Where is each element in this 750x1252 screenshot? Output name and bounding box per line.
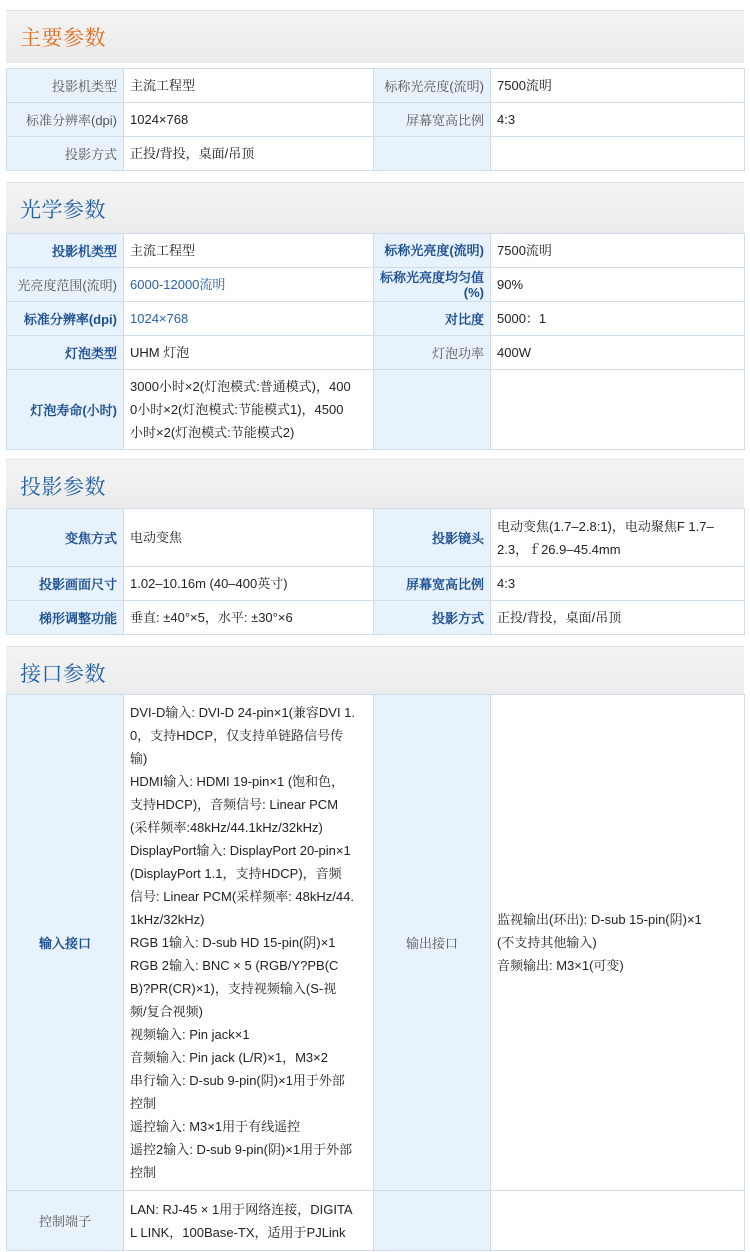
spec-value: 4:3 <box>491 103 745 137</box>
spec-table <box>6 694 745 1251</box>
spec-table <box>6 68 745 171</box>
spec-value: 正投/背投，桌面/吊顶 <box>124 137 374 171</box>
spec-key: 标称光亮度(流明) <box>374 69 491 103</box>
section-main <box>6 10 744 171</box>
spec-key: 投影机类型 <box>7 69 124 103</box>
value-line: 小时×2(灯泡模式:节能模式2) <box>130 425 295 440</box>
section-interface <box>6 646 744 1251</box>
spec-value: 4:3 <box>491 567 745 601</box>
value-line: 串行输入: D-sub 9-pin(阴)×1用于外部 <box>130 1073 345 1088</box>
section-title: 接口参数 <box>20 663 106 686</box>
spec-value <box>491 695 745 1191</box>
section-header <box>6 10 744 63</box>
spec-value: 1024×768 <box>124 302 374 336</box>
spec-key: 灯泡寿命(小时) <box>7 370 124 450</box>
value-line: 控制 <box>130 1096 157 1111</box>
value-line: DisplayPort输入: DisplayPort 20-pin×1 <box>130 843 351 858</box>
spec-value: 正投/背投，桌面/吊顶 <box>491 601 745 635</box>
value-line: (采样频率:48kHz/44.1kHz/32kHz) <box>130 820 323 835</box>
value-line: L LINK，100Base-TX，适用于PJLink <box>130 1224 346 1240</box>
value-line: B)?PR(CR)×1)，支持视频输入(S-视 <box>130 981 337 996</box>
spec-value: 1024×768 <box>124 103 374 137</box>
spec-key: 标称光亮度均匀值(%) <box>374 268 491 302</box>
table-row <box>7 567 745 601</box>
spec-key: 标准分辨率(dpi) <box>7 103 124 137</box>
value-line: 0，支持HDCP，仅支持单链路信号传 <box>130 728 344 743</box>
spec-value: 90% <box>491 268 745 302</box>
value-line: 3000小时×2(灯泡模式:普通模式)，400 <box>130 379 351 394</box>
spec-key-empty <box>374 137 491 171</box>
spec-value: 电动变焦 <box>124 509 374 567</box>
spec-key: 屏幕宽高比例 <box>374 567 491 601</box>
spec-key: 灯泡功率 <box>374 336 491 370</box>
spec-key: 投影画面尺寸 <box>7 567 124 601</box>
spec-key: 输入接口 <box>7 695 124 1191</box>
spec-key: 投影方式 <box>7 137 124 171</box>
table-row <box>7 69 745 103</box>
spec-value <box>124 1191 374 1251</box>
spec-value-empty <box>491 137 745 171</box>
section-header <box>6 182 744 235</box>
table-row <box>7 103 745 137</box>
spec-key: 灯泡类型 <box>7 336 124 370</box>
table-row <box>7 234 745 268</box>
spec-value: 5000：1 <box>491 302 745 336</box>
value-line: RGB 2输入: BNC × 5 (RGB/Y?PB(C <box>130 958 339 973</box>
spec-table <box>6 233 745 450</box>
section-title: 光学参数 <box>20 199 106 222</box>
spec-key: 投影镜头 <box>374 509 491 567</box>
spec-value: 7500流明 <box>491 69 745 103</box>
table-row <box>7 336 745 370</box>
spec-key: 控制端子 <box>7 1191 124 1251</box>
value-line: 电动变焦(1.7–2.8:1)，电动聚焦F 1.7– <box>497 518 714 534</box>
value-line: HDMI输入: HDMI 19-pin×1 (饱和色， <box>130 774 345 789</box>
value-line: 2.3，ｆ26.9–45.4mm <box>497 541 621 557</box>
spec-value: 主流工程型 <box>124 69 374 103</box>
spec-value: UHM 灯泡 <box>124 336 374 370</box>
spec-value: 7500流明 <box>491 234 745 268</box>
section-header <box>6 646 744 699</box>
value-line: 1kHz/32kHz) <box>130 912 205 927</box>
section-title: 投影参数 <box>20 476 106 499</box>
value-line: 0小时×2(灯泡模式:节能模式1)，4500 <box>130 402 344 417</box>
spec-value-empty <box>491 370 745 450</box>
section-optical <box>6 182 744 450</box>
spec-value-empty <box>491 1191 745 1251</box>
table-row <box>7 302 745 336</box>
spec-key: 投影方式 <box>374 601 491 635</box>
spec-key: 变焦方式 <box>7 509 124 567</box>
spec-value: 垂直: ±40°×5，水平: ±30°×6 <box>124 601 374 635</box>
value-line: (DisplayPort 1.1，支持HDCP)，音频 <box>130 866 342 881</box>
value-line: 输) <box>130 751 148 766</box>
spec-key: 标称光亮度(流明) <box>374 234 491 268</box>
table-row <box>7 370 745 450</box>
spec-key: 投影机类型 <box>7 234 124 268</box>
spec-key: 屏幕宽高比例 <box>374 103 491 137</box>
spec-table <box>6 508 745 635</box>
value-line: 音频输出: M3×1(可变) <box>497 958 624 973</box>
table-row <box>7 137 745 171</box>
spec-value: 主流工程型 <box>124 234 374 268</box>
spec-key: 光亮度范围(流明) <box>7 268 124 302</box>
spec-value: 6000-12000流明 <box>124 268 374 302</box>
value-line: 遥控输入: M3×1用于有线遥控 <box>130 1119 301 1134</box>
value-line: 信号: Linear PCM(采样频率: 48kHz/44. <box>130 889 354 904</box>
spec-key-empty <box>374 370 491 450</box>
value-line: 支持HDCP)，音频信号: Linear PCM <box>130 797 339 812</box>
table-row <box>7 268 745 302</box>
spec-key: 标准分辨率(dpi) <box>7 302 124 336</box>
spec-key: 输出接口 <box>374 695 491 1191</box>
section-title: 主要参数 <box>20 27 106 50</box>
value-line: 遥控2输入: D-sub 9-pin(阴)×1用于外部 <box>130 1142 353 1157</box>
section-projection <box>6 459 744 635</box>
table-row <box>7 1191 745 1251</box>
spec-value <box>491 509 745 567</box>
table-row <box>7 509 745 567</box>
spec-key: 梯形调整功能 <box>7 601 124 635</box>
spec-value: 1.02–10.16m (40–400英寸) <box>124 567 374 601</box>
spec-value <box>124 370 374 450</box>
value-line: 监视输出(环出): D-sub 15-pin(阴)×1 <box>497 912 702 927</box>
spec-value <box>124 695 374 1191</box>
table-row <box>7 601 745 635</box>
spec-value: 400W <box>491 336 745 370</box>
value-line: DVI-D输入: DVI-D 24-pin×1(兼容DVI 1. <box>130 705 356 720</box>
value-line: 音频输入: Pin jack (L/R)×1，M3×2 <box>130 1050 328 1065</box>
section-header <box>6 459 744 512</box>
spec-key: 对比度 <box>374 302 491 336</box>
value-line: RGB 1输入: D-sub HD 15-pin(阴)×1 <box>130 935 336 950</box>
value-line: 视频输入: Pin jack×1 <box>130 1027 250 1042</box>
spec-key-empty <box>374 1191 491 1251</box>
value-line: LAN: RJ-45 × 1用于网络连接，DIGITA <box>130 1201 353 1217</box>
value-line: 频/复合视频) <box>130 1004 203 1019</box>
table-row <box>7 695 745 1191</box>
value-line: 控制 <box>130 1165 157 1180</box>
value-line: (不支持其他输入) <box>497 935 597 950</box>
